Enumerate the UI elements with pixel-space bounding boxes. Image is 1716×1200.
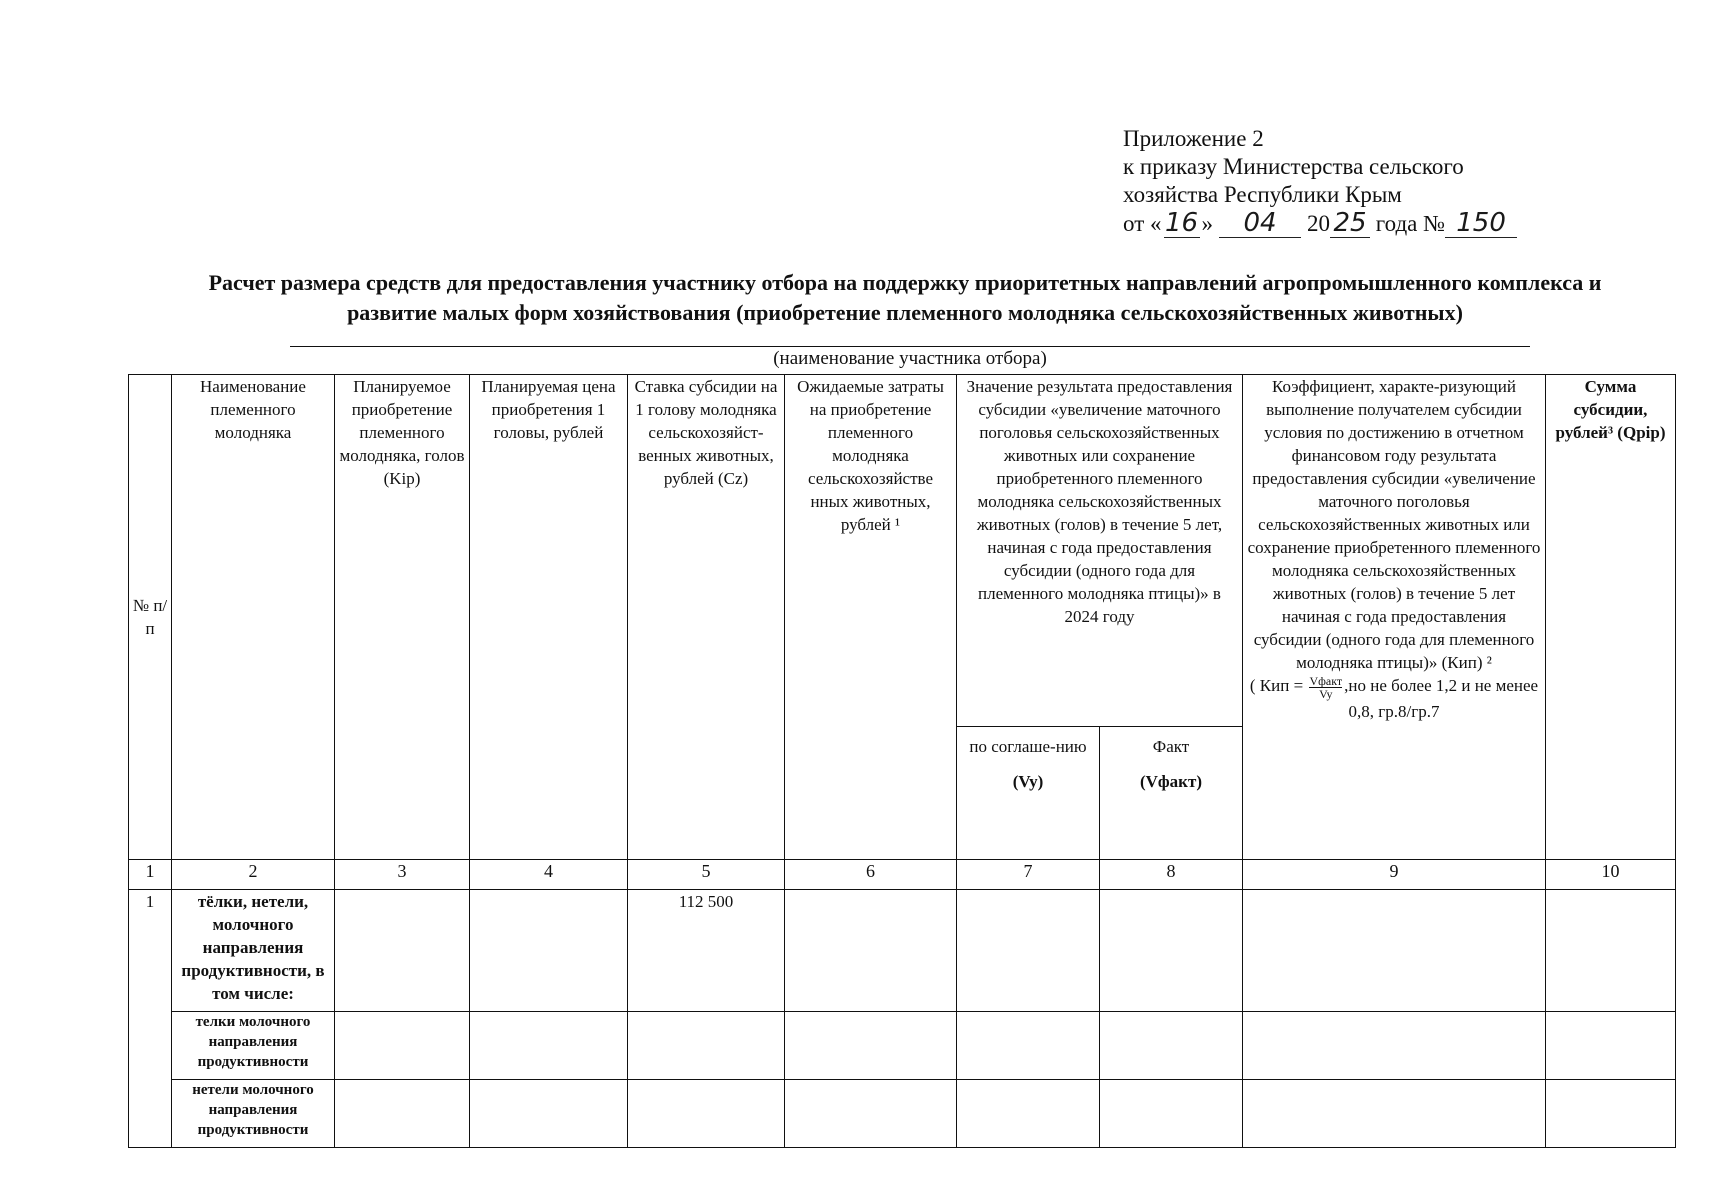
table-row [129, 1080, 1676, 1148]
row-fact [1100, 1012, 1243, 1080]
appendix-line-3: хозяйства Республики Крым [1123, 182, 1402, 207]
row-by-agreement [957, 890, 1100, 1012]
header-planned-price: Планируемая цена приобретения 1 головы, рублей [470, 375, 628, 860]
row-planned-heads [335, 1080, 470, 1148]
colnum-1: 1 [129, 860, 172, 890]
order-year: 25 [1330, 209, 1370, 238]
row-subsidy-sum [1546, 890, 1676, 1012]
row-subsidy-sum [1546, 1012, 1676, 1080]
row-fact [1100, 890, 1243, 1012]
coefficient-text: Коэффициент, характе-ризующий выполнение получателем субсидии условия по достижению в отчетном финансовом году результата предоставления субсидии «увеличение маточного поголовья сельскохозяйственных животных или сохранение приобретенного племенного молодняка сельскохозяйственных животных (голов) в течение 5 лет начиная с года предоставления субсидии (одного года для племенного молодняка птицы)» (Кип) ² [1247, 377, 1541, 672]
participant-name-line [290, 346, 1530, 347]
header-subsidy-sum: Сумма субсидии, рублей³ (Qpip) [1546, 375, 1676, 860]
row-subsidy-sum [1546, 1080, 1676, 1148]
header-subsidy-rate: Ставка субсидии на 1 голову молодняка сельскохозяйст-венных животных, рублей (Cz) [628, 375, 785, 860]
row-planned-heads [335, 890, 470, 1012]
row-expected-costs [785, 890, 957, 1012]
order-month: 04 [1219, 209, 1301, 238]
formula-fraction [1309, 675, 1342, 700]
header-expected-costs: Ожидаемые затраты на приобретение племенного молодняка сельскохозяйстве нных животных, рублей ¹ [785, 375, 957, 860]
colnum-9: 9 [1243, 860, 1546, 890]
row-planned-heads [335, 1012, 470, 1080]
colnum-8: 8 [1100, 860, 1243, 890]
column-numbers-row [129, 860, 1676, 890]
row-by-agreement [957, 1012, 1100, 1080]
by-agreement-label: по соглаше-нию [969, 737, 1087, 756]
row-name: тёлки, нетели, молочного направления продуктивности, в том числе: [172, 890, 335, 1012]
colnum-3: 3 [335, 860, 470, 890]
row-subsidy-rate [628, 1080, 785, 1148]
row-coefficient [1243, 1012, 1546, 1080]
row-expected-costs [785, 1080, 957, 1148]
appendix-block [1123, 125, 1517, 238]
colnum-5: 5 [628, 860, 785, 890]
header-result-value: Значение результата предоставления субсидии «увеличение маточного поголовья сельскохозяйственных животных или сохранение приобретенного племенного молодняка сельскохозяйственных животных (голов) в течение 5 лет, начиная с года предоставления субсидии (одного года для племенного молодняка птицы)» в 2024 году [957, 375, 1243, 727]
date-prefix: от « [1123, 211, 1162, 236]
calculation-table [128, 374, 1676, 1148]
row-fact [1100, 1080, 1243, 1148]
colnum-7: 7 [957, 860, 1100, 890]
document-title [120, 268, 1690, 328]
order-day: 16 [1164, 208, 1199, 238]
row-subsidy-rate: 112 500 [628, 890, 785, 1012]
row-planned-price [470, 1080, 628, 1148]
fact-symbol: (Vфакт) [1139, 772, 1202, 791]
formula-prefix: ( Кип = [1249, 676, 1308, 695]
title-line-1: Расчет размера средств для предоставления участнику отбора на поддержку приоритетных направлений агропромышленного комплекса и [208, 270, 1602, 295]
fact-label: Факт [1152, 737, 1190, 756]
colnum-10: 10 [1546, 860, 1676, 890]
coefficient-formula [1249, 673, 1539, 721]
order-number: 150 [1445, 209, 1517, 238]
table-row [129, 1012, 1676, 1080]
row-by-agreement [957, 1080, 1100, 1148]
header-name: Наименование племенного молодняка [172, 375, 335, 860]
row-expected-costs [785, 1012, 957, 1080]
fraction-denominator: Vy [1319, 686, 1333, 701]
day-close: » [1201, 211, 1213, 236]
colnum-2: 2 [172, 860, 335, 890]
fraction-numerator: Vфакт [1309, 673, 1343, 688]
row-name: телки молочного направления продуктивности [172, 1012, 335, 1080]
header-number: № п/п [129, 375, 172, 860]
row-name: нетели молочного направления продуктивности [172, 1080, 335, 1148]
year-prefix: 20 [1307, 211, 1330, 236]
year-word: года № [1375, 211, 1446, 236]
header-fact [1100, 727, 1243, 860]
order-date-line [1123, 209, 1517, 238]
table-row [129, 890, 1676, 1012]
header-coefficient [1243, 375, 1546, 860]
row-planned-price [470, 1012, 628, 1080]
header-by-agreement [957, 727, 1100, 860]
colnum-6: 6 [785, 860, 957, 890]
title-line-2: развитие малых форм хозяйствования (приобретение племенного молодняка сельскохозяйственных животных) [347, 300, 1463, 325]
appendix-line-2: к приказу Министерства сельского [1123, 154, 1464, 179]
header-planned-heads: Планируемое приобретение племенного молодняка, голов (Kip) [335, 375, 470, 860]
row-number: 1 [129, 890, 172, 1148]
row-coefficient [1243, 1080, 1546, 1148]
appendix-line-1: Приложение 2 [1123, 126, 1264, 151]
participant-caption: (наименование участника отбора) [773, 348, 1047, 369]
row-subsidy-rate [628, 1012, 785, 1080]
row-coefficient [1243, 890, 1546, 1012]
row-planned-price [470, 890, 628, 1012]
colnum-4: 4 [470, 860, 628, 890]
formula-suffix: ,но не более 1,2 и не менее 0,8, гр.8/гр.7 [1344, 676, 1539, 721]
by-agreement-symbol: (Vy) [1012, 772, 1044, 791]
